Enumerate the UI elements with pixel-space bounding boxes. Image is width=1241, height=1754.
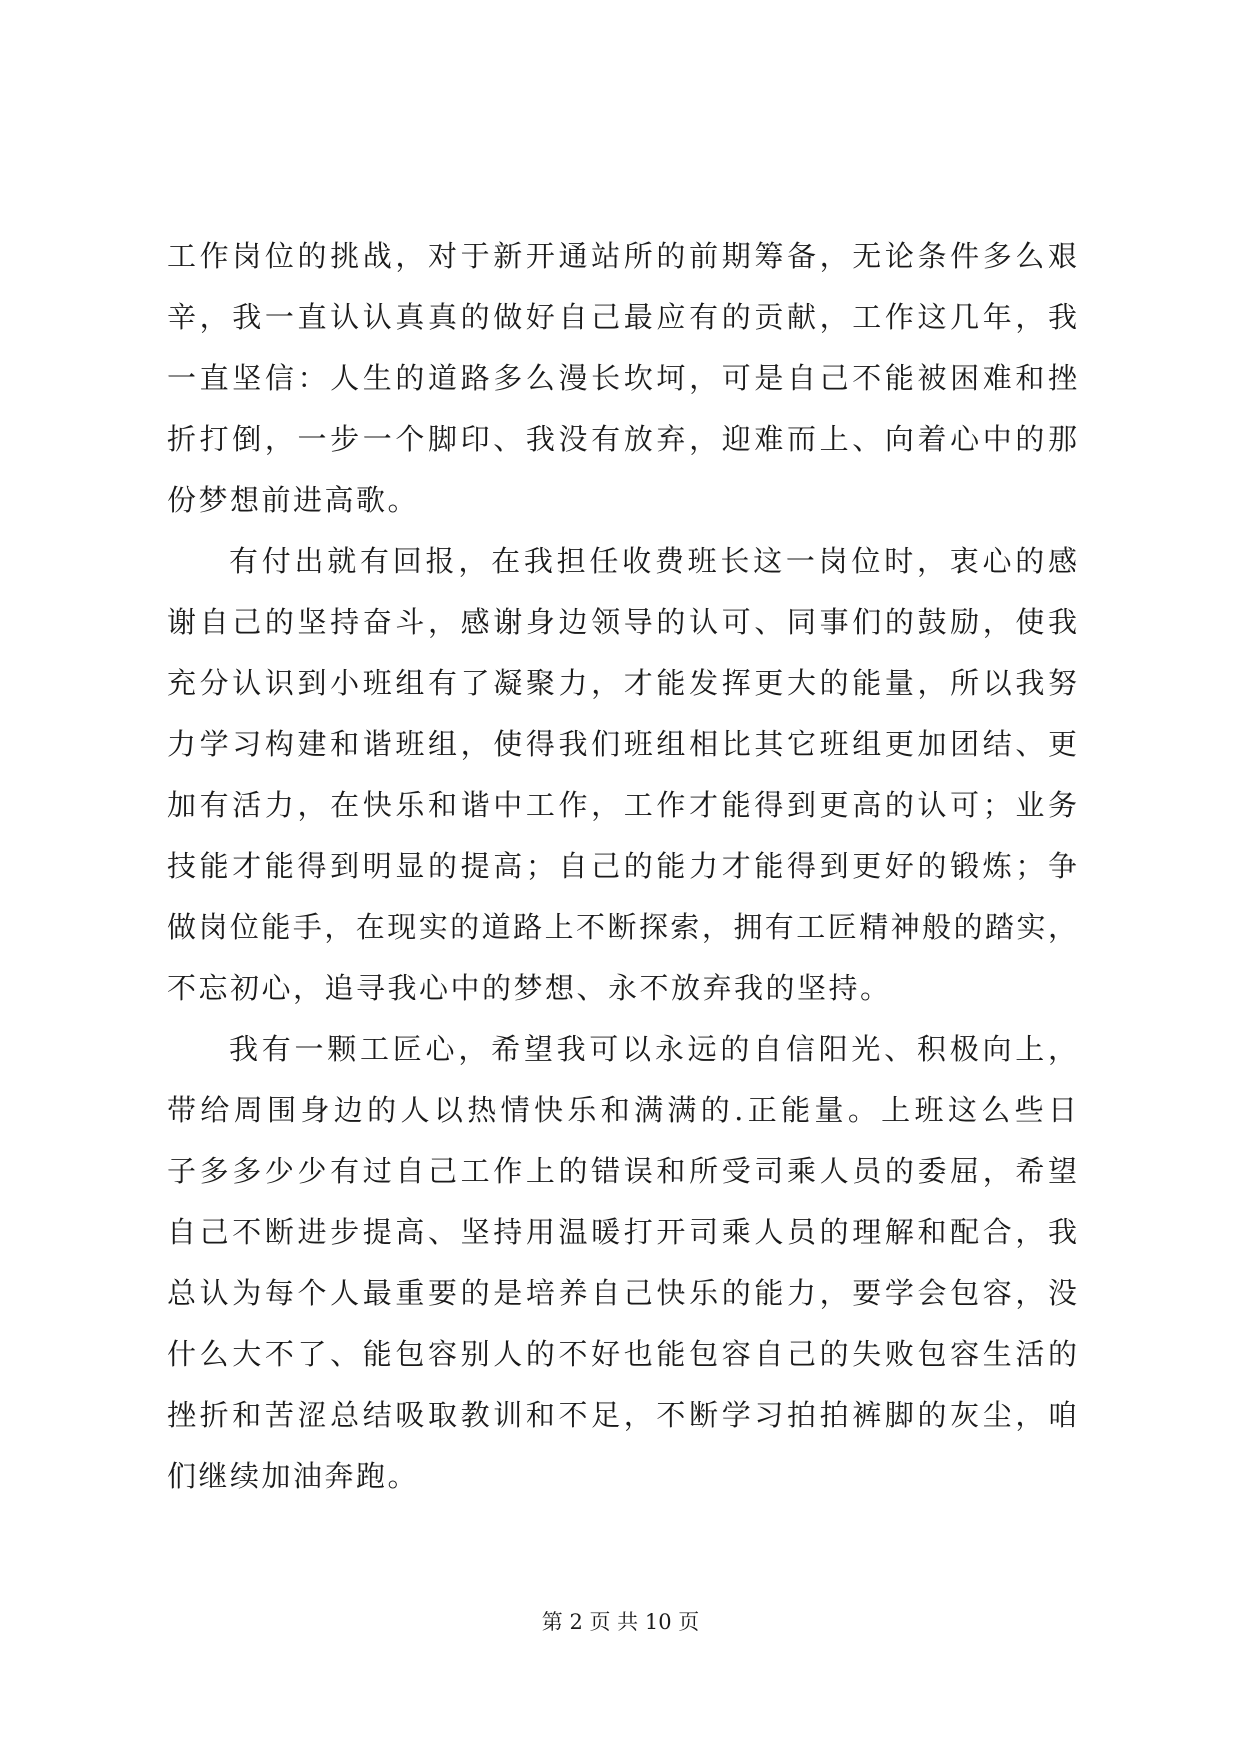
text-line: 挫折和苦涩总结吸取教训和不足，不断学习拍拍裤脚的灰尘，咱: [167, 1398, 1077, 1432]
body-text: [167, 226, 1077, 1507]
text-line: 自己不断进步提高、坚持用温暖打开司乘人员的理解和配合，我: [167, 1215, 1077, 1249]
text-line: 辛，我一直认认真真的做好自己最应有的贡献，工作这几年，我: [167, 300, 1077, 334]
text-line: 子多多少少有过自己工作上的错误和所受司乘人员的委屈，希望: [167, 1154, 1077, 1188]
text-line: 什么大不了、能包容别人的不好也能包容自己的失败包容生活的: [167, 1337, 1077, 1371]
text-line: 一直坚信：人生的道路多么漫长坎坷，可是自己不能被困难和挫: [167, 361, 1077, 395]
text-line: 力学习构建和谐班组，使得我们班组相比其它班组更加团结、更: [167, 727, 1077, 761]
text-line: 充分认识到小班组有了凝聚力，才能发挥更大的能量，所以我努: [167, 666, 1077, 700]
text-line: 总认为每个人最重要的是培养自己快乐的能力，要学会包容，没: [167, 1276, 1077, 1310]
text-line: 不忘初心，追寻我心中的梦想、永不放弃我的坚持。: [167, 971, 892, 1005]
text-line: 带给周围身边的人以热情快乐和满满的.正能量。上班这么些日: [167, 1093, 1077, 1127]
text-line: 我有一颗工匠心，希望我可以永远的自信阳光、积极向上，: [229, 1032, 1077, 1066]
text-line: 有付出就有回报，在我担任收费班长这一岗位时，衷心的感: [229, 544, 1077, 578]
text-line: 折打倒，一步一个脚印、我没有放弃，迎难而上、向着心中的那: [167, 422, 1077, 456]
text-line: 做岗位能手，在现实的道路上不断探索，拥有工匠精神般的踏实，: [167, 910, 1077, 944]
text-line: 份梦想前进高歌。: [167, 483, 420, 517]
text-line: 谢自己的坚持奋斗，感谢身边领导的认可、同事们的鼓励，使我: [167, 605, 1077, 639]
text-line: 加有活力，在快乐和谐中工作，工作才能得到更高的认可；业务: [167, 788, 1077, 822]
text-line: 技能才能得到明显的提高；自己的能力才能得到更好的锻炼；争: [167, 849, 1077, 883]
text-line: 们继续加油奔跑。: [167, 1459, 420, 1493]
page-number-footer: 第 2 页 共 10 页: [541, 1610, 700, 1634]
text-line: 工作岗位的挑战，对于新开通站所的前期筹备，无论条件多么艰: [167, 239, 1077, 273]
